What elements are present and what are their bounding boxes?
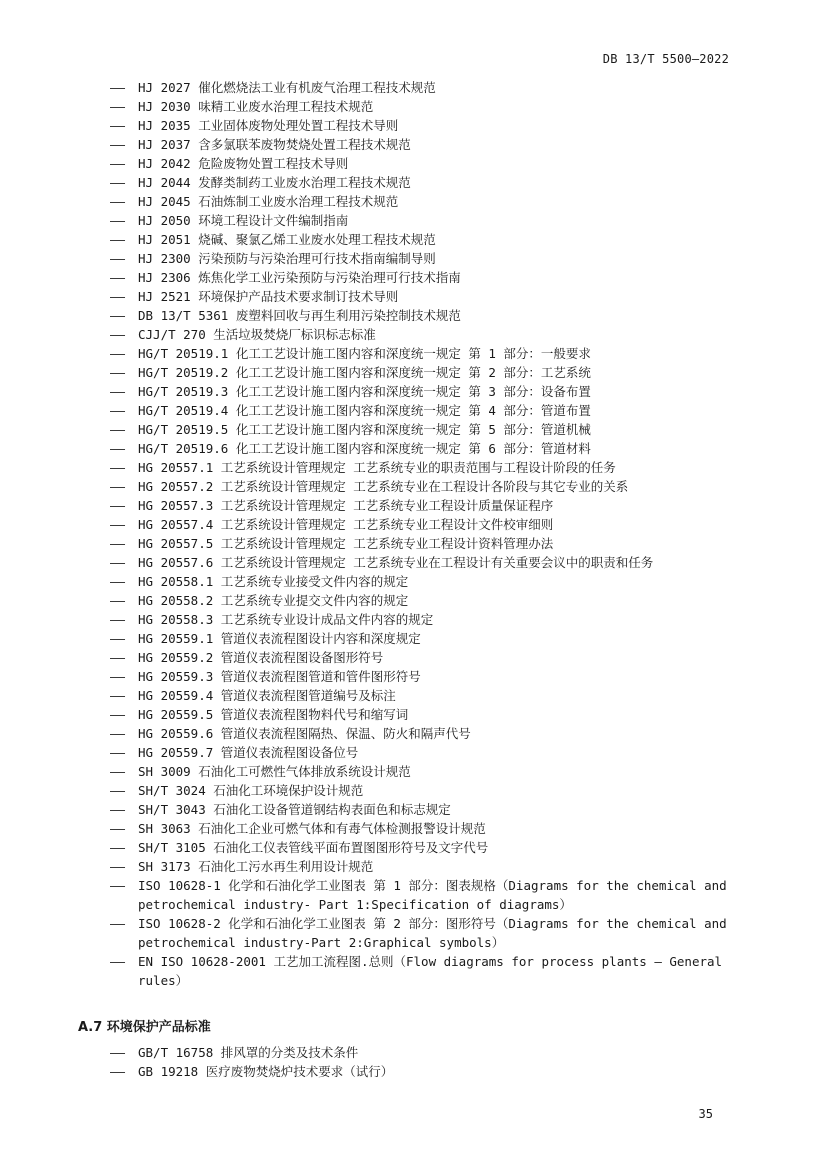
list-dash: ——: [110, 213, 126, 228]
standard-reference: HG 20558.1 工艺系统专业接受文件内容的规定: [138, 574, 409, 589]
standard-reference: HG 20557.2 工艺系统设计管理规定 工艺系统专业在工程设计各阶段与其它专业的关系: [138, 479, 629, 494]
list-item: [110, 306, 730, 325]
list-dash: ——: [110, 783, 126, 798]
list-item: [110, 135, 730, 154]
list-item: [110, 173, 730, 192]
standard-reference: HG/T 20519.4 化工工艺设计施工图内容和深度统一规定 第 4 部分：管道布置: [138, 403, 591, 418]
list-dash: ——: [110, 650, 126, 665]
list-dash: ——: [110, 175, 126, 190]
list-item: [110, 781, 730, 800]
list-item: [110, 800, 730, 819]
standards-list: [110, 78, 730, 990]
standard-reference: HG/T 20519.6 化工工艺设计施工图内容和深度统一规定 第 6 部分：管道材料: [138, 441, 591, 456]
standard-reference: GB 19218 医疗废物焚烧炉技术要求（试行）: [138, 1064, 394, 1079]
list-dash: ——: [110, 308, 126, 323]
list-item: [110, 154, 730, 173]
list-item: [110, 192, 730, 211]
list-item: [110, 534, 730, 553]
list-item: [110, 78, 730, 97]
list-dash: ——: [110, 764, 126, 779]
list-dash: ——: [110, 707, 126, 722]
list-item: [110, 230, 730, 249]
list-item: [110, 1062, 730, 1081]
list-dash: ——: [110, 536, 126, 551]
standard-reference: HG 20557.3 工艺系统设计管理规定 工艺系统专业工程设计质量保证程序: [138, 498, 554, 513]
list-dash: ——: [110, 365, 126, 380]
list-dash: ——: [110, 137, 126, 152]
standard-reference: HJ 2050 环境工程设计文件编制指南: [138, 213, 349, 228]
standard-reference: HG/T 20519.2 化工工艺设计施工图内容和深度统一规定 第 2 部分：工艺系统: [138, 365, 591, 380]
list-item: [110, 819, 730, 838]
list-dash: ——: [110, 118, 126, 133]
standard-reference: EN ISO 10628-2001 工艺加工流程图.总则（Flow diagrams for process plants — General rules）: [138, 954, 723, 988]
list-item: [110, 667, 730, 686]
standard-reference: GB/T 16758 排风罩的分类及技术条件: [138, 1045, 359, 1060]
list-dash: ——: [110, 403, 126, 418]
list-dash: ——: [110, 1064, 126, 1079]
standard-reference: HJ 2044 发酵类制药工业废水治理工程技术规范: [138, 175, 411, 190]
list-dash: ——: [110, 327, 126, 342]
standard-reference: HG 20557.5 工艺系统设计管理规定 工艺系统专业工程设计资料管理办法: [138, 536, 554, 551]
standard-reference: ISO 10628-1 化学和石油化学工业图表 第 1 部分：图表规格（Diagrams for the chemical and petrochemical industry- Part 1:Specification of diagrams）: [138, 878, 727, 912]
standard-reference: CJJ/T 270 生活垃圾焚烧厂标识标志标准: [138, 327, 376, 342]
standard-reference: HG 20559.5 管道仪表流程图物料代号和缩写词: [138, 707, 409, 722]
list-dash: ——: [110, 498, 126, 513]
list-item: [110, 420, 730, 439]
standard-reference: HJ 2030 味精工业废水治理工程技术规范: [138, 99, 374, 114]
list-item: [110, 477, 730, 496]
list-item: [110, 97, 730, 116]
list-dash: ——: [110, 745, 126, 760]
list-dash: ——: [110, 517, 126, 532]
standard-reference: HG 20558.3 工艺系统专业设计成品文件内容的规定: [138, 612, 434, 627]
list-dash: ——: [110, 802, 126, 817]
list-dash: ——: [110, 346, 126, 361]
list-item: [110, 724, 730, 743]
standard-reference: SH/T 3043 石油化工设备管道钢结构表面色和标志规定: [138, 802, 451, 817]
list-dash: ——: [110, 631, 126, 646]
standard-reference: HG 20557.1 工艺系统设计管理规定 工艺系统专业的职责范围与工程设计阶段的任务: [138, 460, 616, 475]
list-dash: ——: [110, 232, 126, 247]
standard-reference: HG 20559.1 管道仪表流程图设计内容和深度规定: [138, 631, 421, 646]
standard-reference: HG 20557.4 工艺系统设计管理规定 工艺系统专业工程设计文件校审细则: [138, 517, 554, 532]
list-item: [110, 1043, 730, 1062]
list-item: [110, 743, 730, 762]
list-dash: ——: [110, 270, 126, 285]
list-dash: ——: [110, 99, 126, 114]
list-item: [110, 382, 730, 401]
standard-reference: DB 13/T 5361 废塑料回收与再生利用污染控制技术规范: [138, 308, 461, 323]
list-dash: ——: [110, 555, 126, 570]
list-dash: ——: [110, 593, 126, 608]
standard-reference: SH 3063 石油化工企业可燃气体和有毒气体检测报警设计规范: [138, 821, 486, 836]
list-dash: ——: [110, 384, 126, 399]
list-dash: ——: [110, 194, 126, 209]
list-dash: ——: [110, 1045, 126, 1060]
list-item: [110, 344, 730, 363]
standard-reference: SH 3173 石油化工污水再生利用设计规范: [138, 859, 374, 874]
list-dash: ——: [110, 460, 126, 475]
list-dash: ——: [110, 422, 126, 437]
standard-reference: HJ 2306 炼焦化学工业污染预防与污染治理可行技术指南: [138, 270, 461, 285]
standard-reference: HG 20558.2 工艺系统专业提交文件内容的规定: [138, 593, 409, 608]
list-dash: ——: [110, 289, 126, 304]
list-dash: ——: [110, 840, 126, 855]
page-number: 35: [698, 1107, 713, 1121]
standard-reference: HJ 2027 催化燃烧法工业有机废气治理工程技术规范: [138, 80, 436, 95]
environmental-products-list: [110, 1043, 730, 1081]
list-dash: ——: [110, 954, 126, 969]
list-dash: ——: [110, 669, 126, 684]
list-item: [110, 553, 730, 572]
list-dash: ——: [110, 878, 126, 893]
standard-reference: HG/T 20519.1 化工工艺设计施工图内容和深度统一规定 第 1 部分：一般要求: [138, 346, 591, 361]
standard-reference: HJ 2521 环境保护产品技术要求制订技术导则: [138, 289, 399, 304]
standard-reference: SH/T 3105 石油化工仪表管线平面布置图图形符号及文字代号: [138, 840, 489, 855]
list-dash: ——: [110, 479, 126, 494]
list-dash: ——: [110, 726, 126, 741]
list-item: [110, 439, 730, 458]
list-item: [110, 572, 730, 591]
list-dash: ——: [110, 859, 126, 874]
list-item: [110, 629, 730, 648]
list-item: [110, 401, 730, 420]
list-item: [110, 762, 730, 781]
standard-reference: HJ 2045 石油炼制工业废水治理工程技术规范: [138, 194, 399, 209]
list-item: [110, 876, 730, 914]
section-title: A.7 环境保护产品标准: [78, 1020, 211, 1035]
standard-reference: ISO 10628-2 化学和石油化学工业图表 第 2 部分：图形符号（Diagrams for the chemical and petrochemical industry-Part 2:Graphical symbols）: [138, 916, 727, 950]
list-item: [110, 496, 730, 515]
list-dash: ——: [110, 916, 126, 931]
standard-reference: HG 20559.6 管道仪表流程图隔热、保温、防火和隔声代号: [138, 726, 471, 741]
standard-reference: HG 20559.2 管道仪表流程图设备图形符号: [138, 650, 384, 665]
list-item: [110, 686, 730, 705]
standard-reference: HJ 2051 烧碱、聚氯乙烯工业废水处理工程技术规范: [138, 232, 436, 247]
list-dash: ——: [110, 441, 126, 456]
list-item: [110, 914, 730, 952]
list-item: [110, 116, 730, 135]
list-dash: ——: [110, 251, 126, 266]
list-item: [110, 458, 730, 477]
list-item: [110, 249, 730, 268]
list-item: [110, 211, 730, 230]
standard-reference: HJ 2037 含多氯联苯废物焚烧处置工程技术规范: [138, 137, 411, 152]
standard-reference: HG 20557.6 工艺系统设计管理规定 工艺系统专业在工程设计有关重要会议中的职责和任务: [138, 555, 654, 570]
standard-reference: HJ 2035 工业固体废物处理处置工程技术导则: [138, 118, 399, 133]
standard-reference: SH/T 3024 石油化工环境保护设计规范: [138, 783, 364, 798]
list-item: [110, 705, 730, 724]
list-item: [110, 648, 730, 667]
standard-reference: HG 20559.3 管道仪表流程图管道和管件图形符号: [138, 669, 421, 684]
document-id-header: DB 13/T 5500—2022: [602, 52, 729, 66]
list-item: [110, 515, 730, 534]
list-dash: ——: [110, 156, 126, 171]
list-dash: ——: [110, 80, 126, 95]
list-item: [110, 591, 730, 610]
list-item: [110, 325, 730, 344]
list-item: [110, 952, 730, 990]
list-dash: ——: [110, 612, 126, 627]
list-item: [110, 857, 730, 876]
standard-reference: HG/T 20519.3 化工工艺设计施工图内容和深度统一规定 第 3 部分：设备布置: [138, 384, 591, 399]
list-item: [110, 363, 730, 382]
standard-reference: HG/T 20519.5 化工工艺设计施工图内容和深度统一规定 第 5 部分：管道机械: [138, 422, 591, 437]
standard-reference: HG 20559.4 管道仪表流程图管道编号及标注: [138, 688, 396, 703]
list-dash: ——: [110, 574, 126, 589]
standard-reference: SH 3009 石油化工可燃性气体排放系统设计规范: [138, 764, 411, 779]
list-dash: ——: [110, 821, 126, 836]
list-item: [110, 610, 730, 629]
list-dash: ——: [110, 688, 126, 703]
list-item: [110, 287, 730, 306]
standard-reference: HJ 2042 危险废物处置工程技术导则: [138, 156, 349, 171]
list-item: [110, 268, 730, 287]
standard-reference: HJ 2300 污染预防与污染治理可行技术指南编制导则: [138, 251, 436, 266]
standard-reference: HG 20559.7 管道仪表流程图设备位号: [138, 745, 359, 760]
list-item: [110, 838, 730, 857]
